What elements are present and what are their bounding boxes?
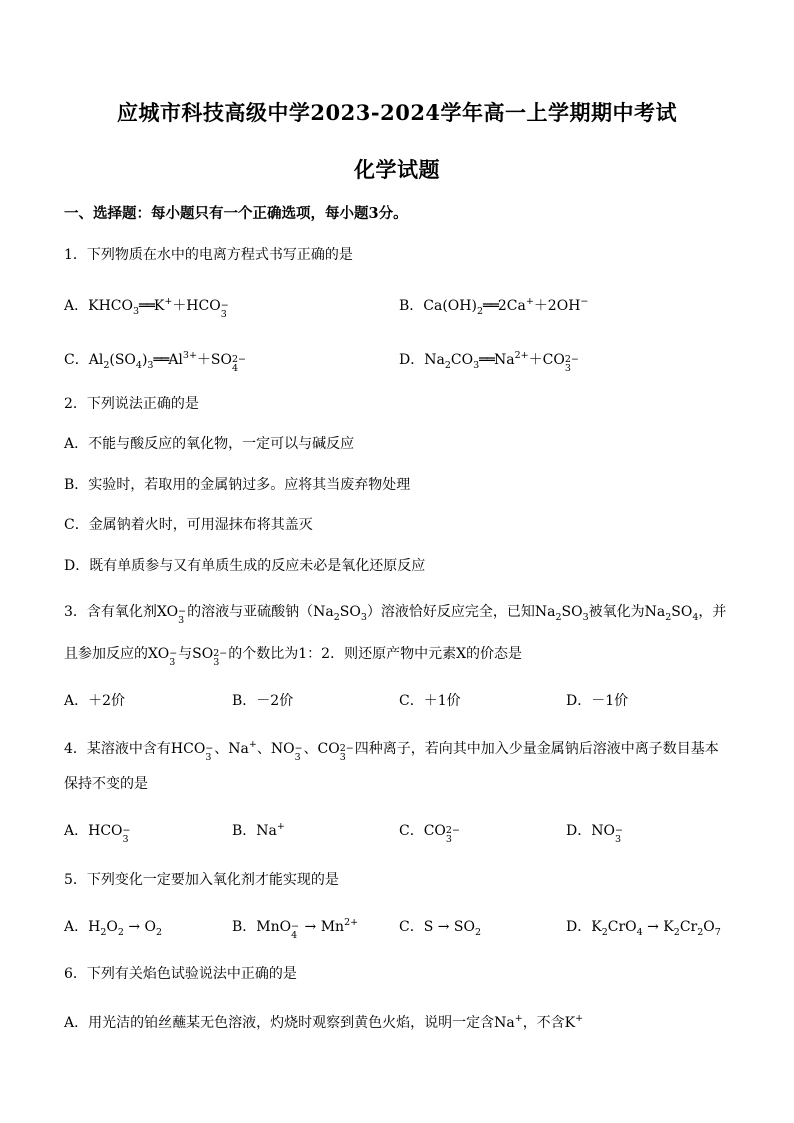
question-6-option-a: A．用光洁的铂丝蘸某无色溶液，灼烧时观察到黄色火焰，说明一定含Na+，不含K+ bbox=[64, 1013, 584, 1031]
question-3-stem-line-1: 3．含有氧化剂XO − 3 的溶液与亚硫酸钠$(Na_2SO_3)$溶液恰好反应完全，已知$Na_2SO_3$被氧化为$Na_2SO_4$，并 bbox=[64, 604, 727, 626]
question-2-option-c: C．金属钠着火时，可用湿抹布将其盖灭 bbox=[64, 517, 313, 533]
question-5-option-d: D．$K_2CrO_4 \to K_2Cr_2O_7$ bbox=[566, 919, 721, 938]
subject-title: 化学试题 bbox=[354, 157, 440, 182]
question-2-option-a: A．不能与酸反应的氧化物，一定可以与碱反应 bbox=[64, 436, 355, 452]
question-4-option-c: C．CO 2− 3 bbox=[399, 823, 460, 845]
question-3-option-b: B．－2价 bbox=[232, 693, 294, 709]
question-1-stem: 1．下列物质在水中的电离方程式书写正确的是 bbox=[64, 247, 353, 263]
question-2-stem: 2．下列说法正确的是 bbox=[64, 396, 199, 412]
question-4-stem-line-1: 4．某溶液中含有HCO − 3 、Na+、NO − 3 、CO 2− 3 四种离子，若向其中加入少量金属钠后溶液中离子数目基本 bbox=[64, 739, 719, 763]
question-1-option-b: B．$Ca(OH)_2══2Ca^++2OH^-$ bbox=[399, 296, 589, 317]
question-2-option-d: D．既有单质参与又有单质生成的反应未必是氧化还原反应 bbox=[64, 558, 426, 574]
section-heading: 一、选择题：每小题只有一个正确选项，每小题3分。 bbox=[64, 205, 408, 222]
question-2-option-b: B．实验时，若取用的金属钠过多。应将其当废弃物处理 bbox=[64, 477, 411, 493]
question-4-option-b: B．Na+ bbox=[232, 821, 285, 839]
question-5-option-a: A．$H_2O_2 \to O_2$ bbox=[64, 919, 163, 938]
question-4-option-a: A．HCO − 3 bbox=[64, 823, 131, 845]
question-1-option-a: A．$KHCO_3══K^++HCO$ − 3 bbox=[64, 296, 229, 320]
question-5-option-b: B．MnO − 4 → $Mn^{2+}$ bbox=[232, 917, 359, 941]
question-6-stem: 6．下列有关焰色试验说法中正确的是 bbox=[64, 966, 297, 982]
question-3-option-a: A．＋2价 bbox=[64, 693, 126, 709]
question-1-option-d: D．$Na_2CO_3══Na^{2+}+CO$ 2− 3 bbox=[399, 350, 579, 374]
question-3-stem-line-2: 且参加反应的XO − 3 与SO 2− 3 的个数比为1：2．则还原产物中元素X的价态是 bbox=[64, 646, 523, 668]
question-3-option-d: D．－1价 bbox=[566, 693, 629, 709]
exam-title: 应城市科技高级中学2023-2024学年高一上学期期中考试 bbox=[116, 100, 678, 125]
question-4-option-d: D．NO − 3 bbox=[566, 823, 623, 845]
question-5-option-c: C．$S \to SO_2$ bbox=[399, 919, 482, 938]
question-5-stem: 5．下列变化一定要加入氧化剂才能实现的是 bbox=[64, 872, 339, 888]
question-3-option-c: C．＋1价 bbox=[399, 693, 461, 709]
question-4-stem-line-2: 保持不变的是 bbox=[64, 776, 148, 792]
question-1-option-c: C．$Al_2(SO_4)_3══Al^{3+}+SO$ 2− 4 bbox=[64, 350, 247, 374]
